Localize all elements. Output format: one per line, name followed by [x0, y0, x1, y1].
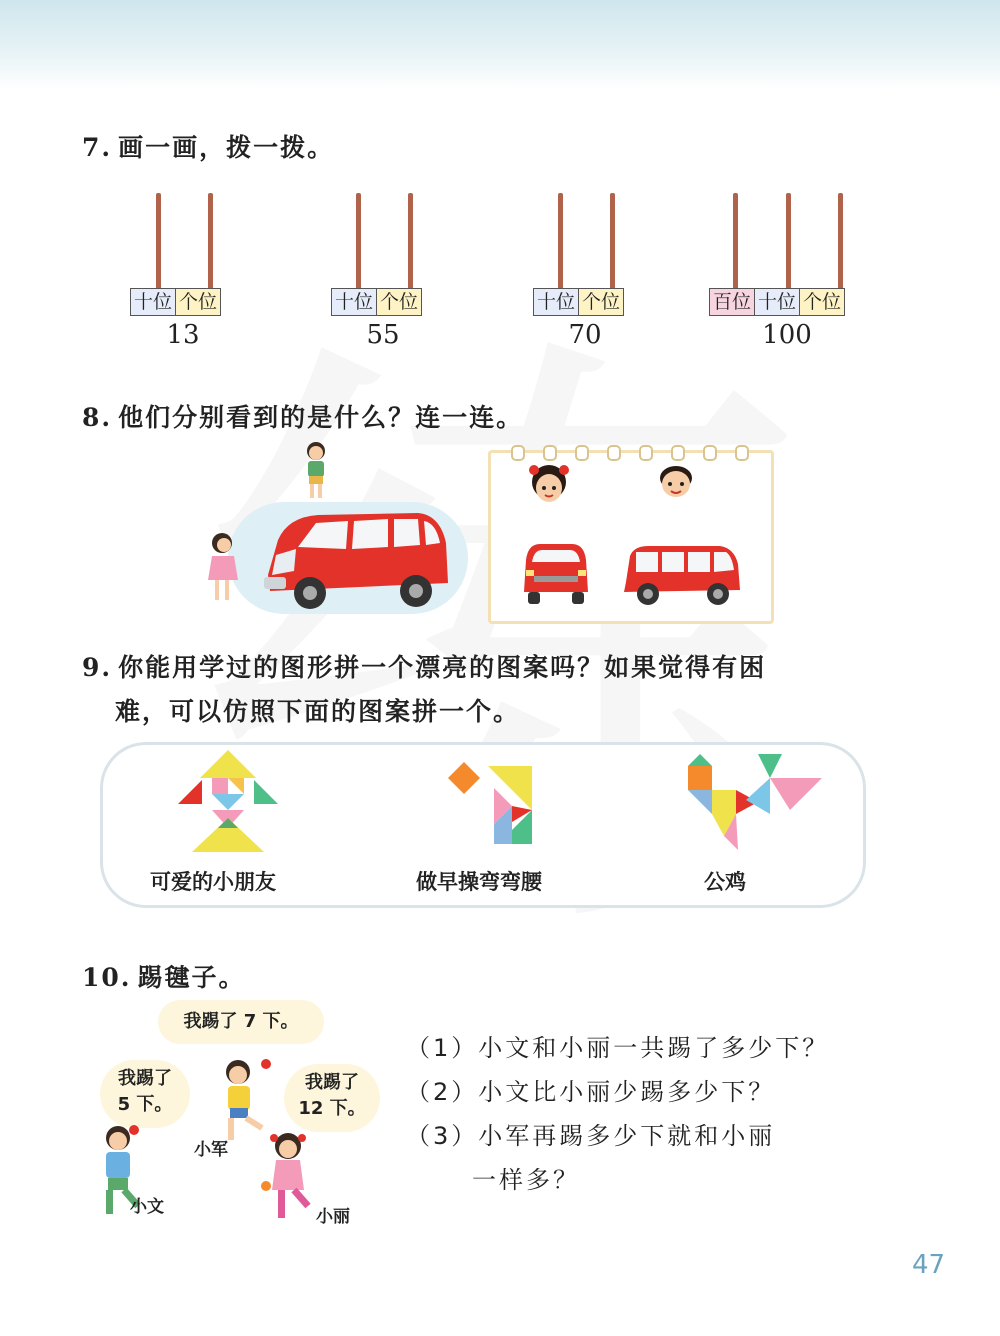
- question-2: [406, 1072, 775, 1107]
- page-number: 47: [912, 1250, 946, 1280]
- notebook-ring: [639, 445, 653, 461]
- q9-title-line2: 难，可以仿照下面的图案拼一个。: [115, 697, 521, 726]
- abacus-labels: [331, 288, 422, 316]
- notebook-ring: [671, 445, 685, 461]
- q8-number: 8.: [82, 403, 113, 432]
- q9-number: 9.: [82, 653, 113, 682]
- van-front-view-icon: [520, 540, 592, 606]
- xiaoli-kicking-figure: [256, 1130, 322, 1226]
- speech-bubble-xiaojun: 我踢了 7 下。: [158, 1000, 324, 1044]
- speech-bubble-xiaoli: [284, 1064, 380, 1132]
- tangram-bending-icon: [446, 760, 536, 846]
- tangram-rooster-icon: [682, 750, 824, 854]
- abacus-value: 100: [762, 320, 812, 350]
- van-side-view-icon: [620, 542, 746, 608]
- question-number: （3）: [406, 1122, 479, 1150]
- q10-number: 10.: [82, 963, 132, 992]
- abacus-labels: [709, 288, 845, 316]
- pattern-caption-child: 可爱的小朋友: [150, 870, 276, 894]
- label-ones: 个位: [377, 289, 421, 315]
- q8-title: 他们分别看到的是什么？连一连。: [118, 403, 524, 432]
- notebook-ring: [703, 445, 717, 461]
- girl-head-view-icon: [526, 462, 572, 508]
- bubble-line: 12 下。: [298, 1098, 366, 1119]
- abacus-value: 55: [366, 320, 400, 350]
- q7-title: 画一画，拨一拨。: [118, 133, 335, 162]
- question-text: 小军再踢多少下就和小丽: [478, 1122, 776, 1150]
- question-3-continuation: 一样多？: [472, 1166, 580, 1194]
- name-xiaojun: 小军: [194, 1140, 228, 1160]
- name-xiaowen: 小文: [130, 1197, 164, 1217]
- abacus-labels: [130, 288, 221, 316]
- abacus-rod-ones: [610, 193, 615, 291]
- abacus-rod-ones: [408, 193, 413, 291]
- big-van-illustration: [258, 505, 454, 613]
- abacus-rod-hundreds: [733, 193, 738, 291]
- q10-heading: [82, 958, 246, 994]
- label-hundreds: 百位: [710, 289, 755, 315]
- boy-looking-down-figure: [298, 440, 334, 502]
- abacus-value: 70: [568, 320, 602, 350]
- abacus-rod-tens: [786, 193, 791, 291]
- abacus-rod-ones: [838, 193, 843, 291]
- abacus-rod-ones: [208, 193, 213, 291]
- notebook-ring: [607, 445, 621, 461]
- question-text: 小文和小丽一共踢了多少下？: [478, 1034, 830, 1062]
- pattern-caption-bending: 做早操弯弯腰: [416, 870, 542, 894]
- pattern-caption-rooster: 公鸡: [704, 870, 746, 894]
- girl-looking-at-van-figure: [202, 530, 244, 604]
- q7-number: 7.: [82, 133, 113, 162]
- abacus-rod-tens: [558, 193, 563, 291]
- speech-bubble-xiaowen: [100, 1060, 190, 1128]
- label-ones: 个位: [176, 289, 220, 315]
- question-number: （2）: [406, 1078, 479, 1106]
- notebook-ring: [511, 445, 525, 461]
- abacus-rod-tens: [356, 193, 361, 291]
- abacus-value: 13: [166, 320, 200, 350]
- label-ones: 个位: [800, 289, 844, 315]
- notebook-ring: [575, 445, 589, 461]
- bubble-line: 我踢了: [118, 1068, 172, 1089]
- bubble-line: 我踢了: [305, 1072, 359, 1093]
- notebook-ring: [543, 445, 557, 461]
- q8-heading: [82, 398, 523, 434]
- label-tens: 十位: [534, 289, 579, 315]
- question-1: [406, 1028, 829, 1063]
- question-3: [406, 1116, 775, 1151]
- label-ones: 个位: [579, 289, 623, 315]
- q9-title-line1: 你能用学过的图形拼一个漂亮的图案吗？如果觉得有困: [118, 653, 767, 682]
- q7-heading: [82, 128, 334, 164]
- question-number: （1）: [406, 1034, 479, 1062]
- q10-title: 踢毽子。: [137, 963, 246, 992]
- bubble-line: 5 下。: [117, 1094, 173, 1115]
- name-xiaoli: 小丽: [316, 1207, 350, 1227]
- label-tens: 十位: [131, 289, 176, 315]
- q9-heading: [82, 648, 766, 684]
- boy-head-view-icon: [656, 462, 696, 502]
- abacus-rod-tens: [156, 193, 161, 291]
- header-sky-band: [0, 0, 1000, 90]
- label-tens: 十位: [332, 289, 377, 315]
- question-text: 小文比小丽少踢多少下？: [478, 1078, 776, 1106]
- label-tens: 十位: [755, 289, 800, 315]
- tangram-child-icon: [172, 748, 284, 854]
- notebook-ring: [735, 445, 749, 461]
- abacus-labels: [533, 288, 624, 316]
